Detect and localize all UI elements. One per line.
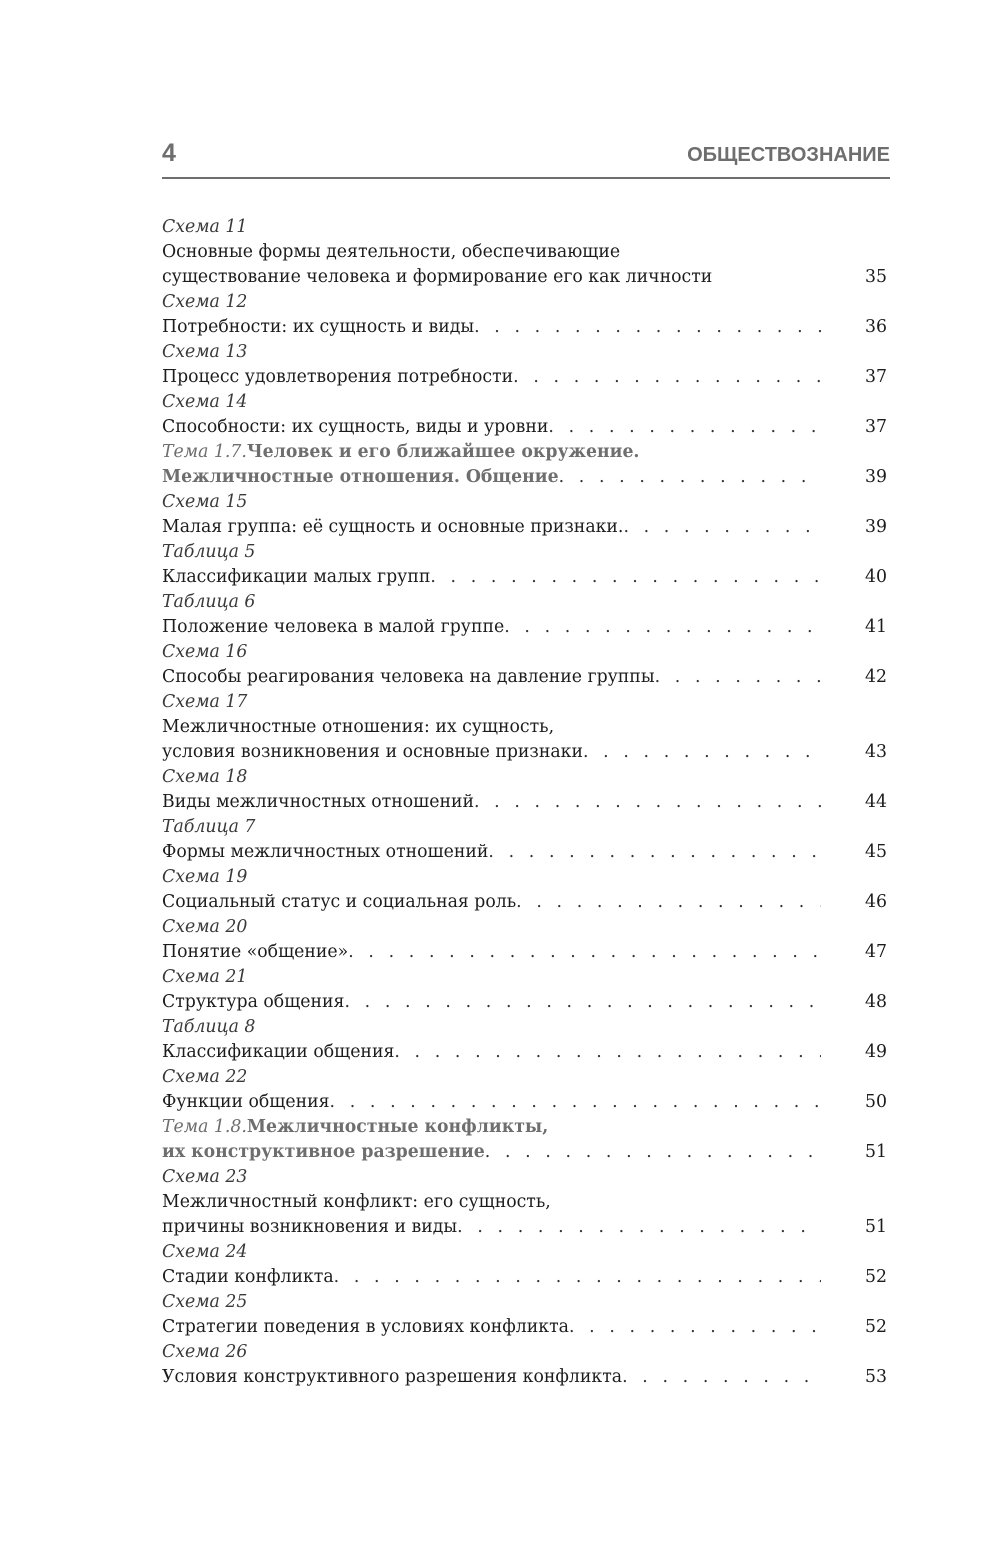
entry-title: Процесс удовлетворения потребности — [162, 367, 514, 387]
dot-leader — [548, 415, 821, 440]
entry-label: Схема 13 — [162, 342, 248, 362]
entry-label: Схема 12 — [162, 292, 248, 312]
entry-line — [162, 615, 887, 640]
table-of-contents — [162, 215, 887, 1390]
page-ref: 37 — [865, 417, 887, 437]
topic-title: Человек и его ближайшее окружение. — [246, 442, 640, 462]
page-ref: 52 — [865, 1267, 887, 1287]
entry-line — [162, 740, 887, 765]
page-ref: 36 — [865, 317, 887, 337]
entry-title: Потребности: их сущность и виды — [162, 317, 475, 337]
entry-title: Межличностный конфликт: его сущность, — [162, 1192, 551, 1212]
entry-label: Схема 16 — [162, 642, 248, 662]
dot-leader — [394, 1040, 821, 1065]
toc-entry — [162, 290, 887, 340]
entry-line — [162, 715, 887, 740]
entry-title: Структура общения — [162, 992, 345, 1012]
entry-line — [162, 1140, 887, 1165]
entry-title: Стратегии поведения в условиях конфликта — [162, 1317, 569, 1337]
dot-leader — [334, 1265, 821, 1290]
page-ref: 49 — [865, 1042, 887, 1062]
page-ref: 40 — [865, 567, 887, 587]
entry-label: Схема 15 — [162, 492, 248, 512]
entry-line — [162, 1090, 887, 1115]
entry-title: Межличностные отношения. Общение — [162, 467, 559, 487]
topic-label: Тема 1.7. — [162, 442, 247, 462]
entry-title: Малая группа: её сущность и основные признаки. — [162, 517, 624, 537]
dot-leader — [516, 890, 821, 915]
entry-title: Способы реагирования человека на давление группы — [162, 667, 655, 687]
entry-label: Схема 25 — [162, 1292, 248, 1312]
entry-label: Схема 19 — [162, 867, 248, 887]
entry-line — [162, 1040, 887, 1065]
toc-topic — [162, 440, 887, 490]
dot-leader — [513, 365, 821, 390]
dot-leader — [559, 465, 821, 490]
page-ref: 39 — [865, 517, 887, 537]
dot-leader — [583, 740, 821, 765]
dot-leader — [569, 1315, 821, 1340]
page-number: 4 — [162, 139, 176, 167]
dot-leader — [488, 840, 821, 865]
toc-entry — [162, 340, 887, 390]
entry-line — [162, 515, 887, 540]
entry-line — [162, 240, 887, 265]
page-ref: 39 — [865, 467, 887, 487]
entry-line — [162, 1315, 887, 1340]
page-ref: 48 — [865, 992, 887, 1012]
entry-label: Схема 23 — [162, 1167, 248, 1187]
toc-entry — [162, 915, 887, 965]
entry-label: Схема 14 — [162, 392, 248, 412]
toc-entry — [162, 765, 887, 815]
entry-line — [162, 1190, 887, 1215]
entry-label: Схема 26 — [162, 1342, 248, 1362]
entry-title: Положение человека в малой группе — [162, 617, 505, 637]
entry-line — [162, 440, 887, 465]
page-ref: 42 — [865, 667, 887, 687]
entry-label: Схема 24 — [162, 1242, 248, 1262]
toc-entry — [162, 965, 887, 1015]
dot-leader — [622, 1365, 821, 1390]
entry-line — [162, 465, 887, 490]
toc-entry — [162, 1340, 887, 1390]
page-ref: 43 — [865, 742, 887, 762]
dot-leader — [504, 615, 821, 640]
entry-title: существование человека и формирование его как личности — [162, 267, 713, 287]
entry-label: Таблица 6 — [162, 592, 256, 612]
entry-label: Схема 17 — [162, 692, 248, 712]
entry-label: Схема 20 — [162, 917, 248, 937]
dot-leader — [430, 565, 821, 590]
entry-line — [162, 315, 887, 340]
toc-entry — [162, 490, 887, 540]
page-ref: 44 — [865, 792, 887, 812]
dot-leader — [344, 990, 821, 1015]
entry-title: Условия конструктивного разрешения конфликта — [162, 1367, 623, 1387]
entry-title: Классификации малых групп — [162, 567, 431, 587]
page-ref: 41 — [865, 617, 887, 637]
entry-line — [162, 790, 887, 815]
running-header — [162, 139, 890, 179]
toc-entry — [162, 1065, 887, 1115]
entry-title: Межличностные отношения: их сущность, — [162, 717, 555, 737]
entry-label: Схема 11 — [162, 217, 248, 237]
entry-title: Способности: их сущность, виды и уровни — [162, 417, 549, 437]
page-ref: 50 — [865, 1092, 887, 1112]
entry-line — [162, 415, 887, 440]
entry-line — [162, 565, 887, 590]
dot-leader — [485, 1140, 821, 1165]
book-title: ОБЩЕСТВОЗНАНИЕ — [687, 144, 890, 166]
entry-line — [162, 940, 887, 965]
toc-entry — [162, 1240, 887, 1290]
entry-label: Схема 22 — [162, 1067, 248, 1087]
entry-title: Формы межличностных отношений — [162, 842, 489, 862]
toc-entry — [162, 390, 887, 440]
entry-label: Схема 21 — [162, 967, 248, 987]
toc-entry — [162, 1015, 887, 1065]
topic-label: Тема 1.8. — [162, 1117, 247, 1137]
entry-label: Таблица 8 — [162, 1017, 256, 1037]
entry-title: Понятие «общение» — [162, 942, 349, 962]
entry-label: Таблица 5 — [162, 542, 256, 562]
page-ref: 51 — [865, 1142, 887, 1162]
entry-title: Виды межличностных отношений — [162, 792, 474, 812]
entry-line — [162, 890, 887, 915]
dot-leader — [474, 315, 821, 340]
toc-entry — [162, 640, 887, 690]
toc-entry — [162, 865, 887, 915]
entry-title: Классификации общения — [162, 1042, 395, 1062]
dot-leader — [330, 1090, 821, 1115]
entry-title: Социальный статус и социальная роль — [162, 892, 517, 912]
entry-line — [162, 1365, 887, 1390]
entry-title: Функции общения — [162, 1092, 330, 1112]
dot-leader — [623, 515, 821, 540]
header-rule — [162, 177, 890, 179]
page-ref: 53 — [865, 1367, 887, 1387]
dot-leader — [655, 665, 821, 690]
entry-label: Схема 18 — [162, 767, 248, 787]
toc-entry — [162, 1165, 887, 1240]
entry-line — [162, 1265, 887, 1290]
toc-entry — [162, 1290, 887, 1340]
toc-entry — [162, 815, 887, 865]
entry-title: условия возникновения и основные признаки — [162, 742, 583, 762]
dot-leader — [457, 1215, 821, 1240]
dot-leader — [348, 940, 821, 965]
toc-entry — [162, 590, 887, 640]
entry-line — [162, 1215, 887, 1240]
toc-entry — [162, 540, 887, 590]
page-ref: 45 — [865, 842, 887, 862]
page-ref: 37 — [865, 367, 887, 387]
page-ref: 47 — [865, 942, 887, 962]
entry-line — [162, 365, 887, 390]
dot-leader — [474, 790, 821, 815]
entry-label: Таблица 7 — [162, 817, 256, 837]
page-ref: 35 — [865, 267, 888, 287]
toc-entry — [162, 690, 887, 765]
entry-title: Стадии конфликта — [162, 1267, 334, 1287]
entry-title: их конструктивное разрешение — [162, 1142, 485, 1162]
topic-title: Межличностные конфликты, — [246, 1117, 549, 1137]
toc-topic — [162, 1115, 887, 1165]
entry-title: причины возникновения и виды — [162, 1217, 458, 1237]
page-ref: 46 — [865, 892, 887, 912]
toc-entry — [162, 215, 887, 290]
entry-line — [162, 1115, 887, 1140]
entry-line — [162, 990, 887, 1015]
page-ref: 52 — [865, 1317, 887, 1337]
entry-line — [162, 265, 887, 290]
entry-line — [162, 665, 887, 690]
page-ref: 51 — [865, 1217, 887, 1237]
entry-line — [162, 840, 887, 865]
entry-title: Основные формы деятельности, обеспечивающие — [162, 242, 621, 262]
